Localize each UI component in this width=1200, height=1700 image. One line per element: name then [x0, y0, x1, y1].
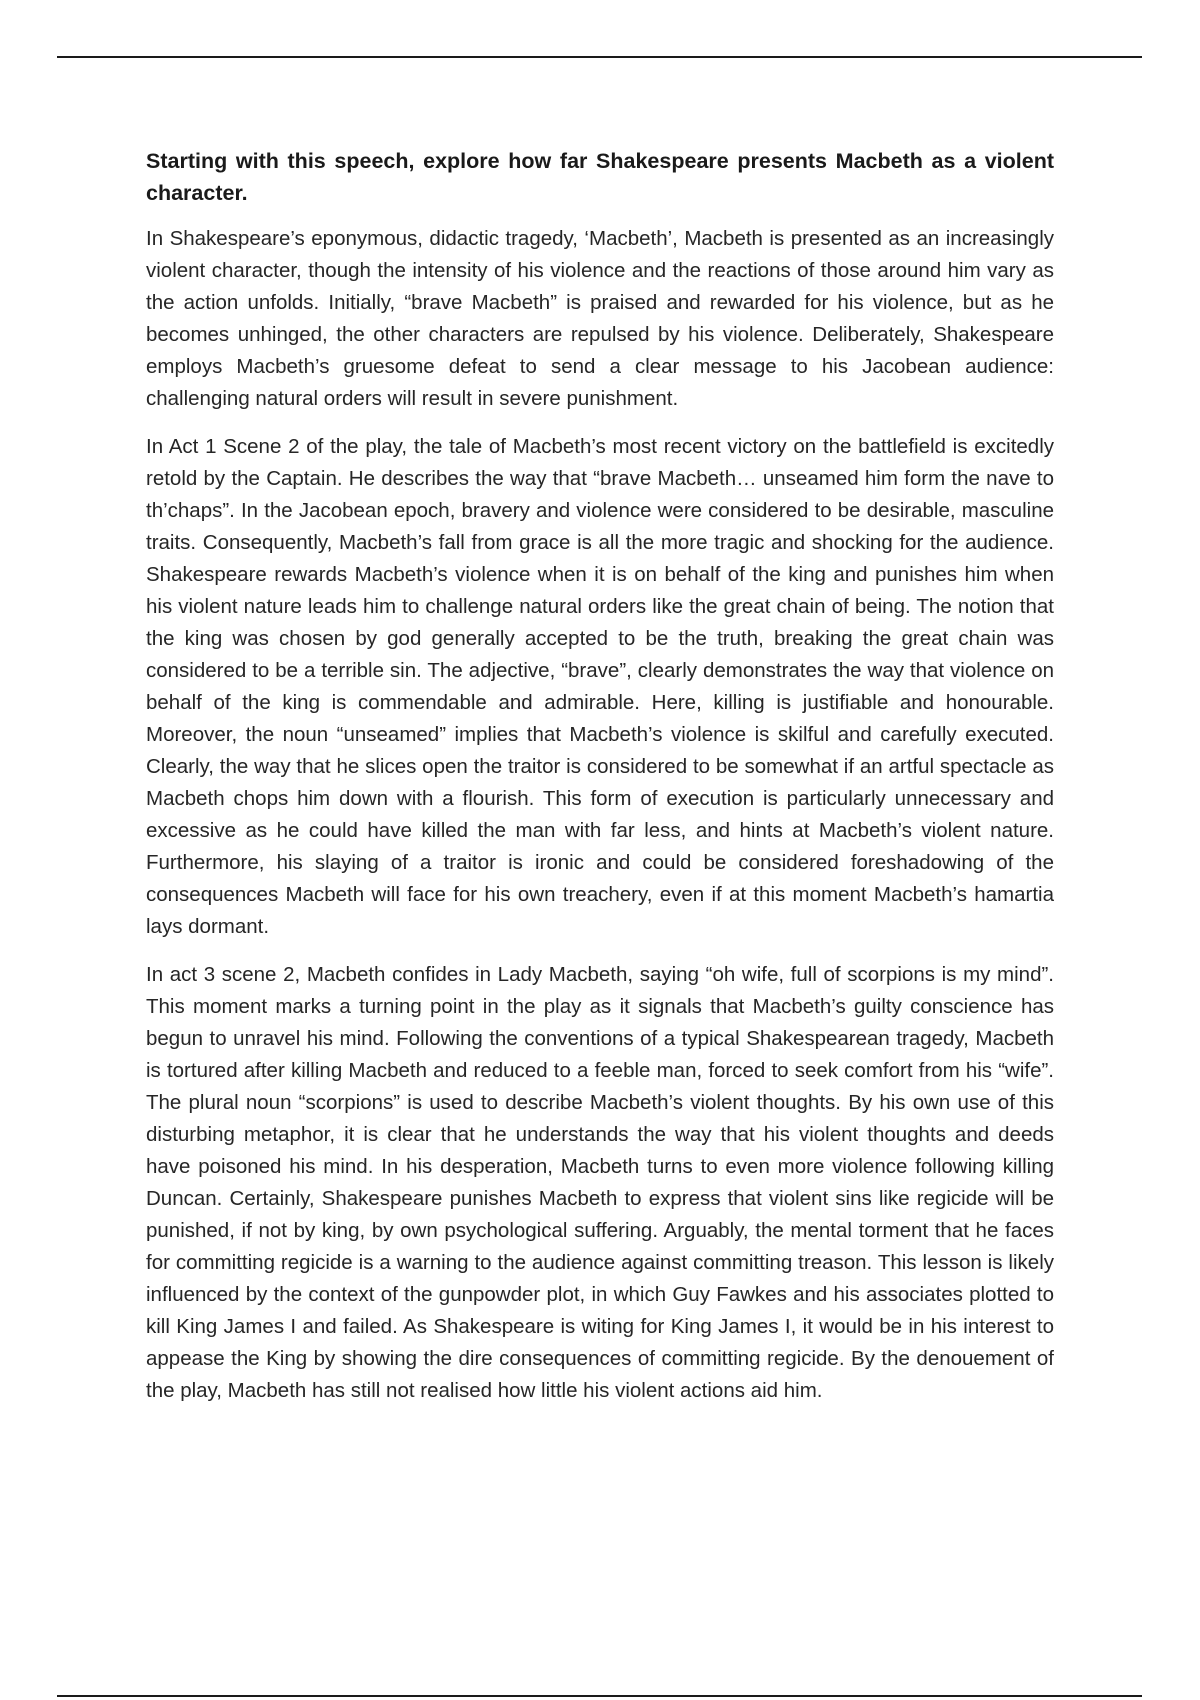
- essay-body: [146, 145, 1054, 1423]
- essay-question: Starting with this speech, explore how far Shakespeare presents Macbeth as a violent character.: [146, 149, 1054, 205]
- paragraph-introduction: In Shakespeare’s eponymous, didactic tragedy, ‘Macbeth’, Macbeth is presented as an increasingly violent character, though the intensity of his violence and the reactions of those around him vary as the action unfolds. Initially, “brave Macbeth” is praised and rewarded for his violence, but as he becomes unhinged, the other characters are repulsed by his violence. Deliberately, Shakespeare employs Macbeth’s gruesome defeat to send a clear message to his Jacobean audience: challenging natural orders will result in severe punishment.: [146, 227, 1054, 410]
- top-rule: [57, 56, 1142, 58]
- paragraph-act1-scene2: In Act 1 Scene 2 of the play, the tale of Macbeth’s most recent victory on the battlefield is excitedly retold by the Captain. He describes the way that “brave Macbeth… unseamed him form the nave to th’chaps”. In the Jacobean epoch, bravery and violence were considered to be desirable, masculine traits. Consequently, Macbeth’s fall from grace is all the more tragic and shocking for the audience. Shakespeare rewards Macbeth’s violence when it is on behalf of the king and punishes him when his violent nature leads him to challenge natural orders like the great chain of being. The notion that the king was chosen by god generally accepted to be the truth, breaking the great chain was considered to be a terrible sin. The adjective, “brave”, clearly demonstrates the way that violence on behalf of the king is commendable and admirable. Here, killing is justifiable and honourable. Moreover, the noun “unseamed” implies that Macbeth’s violence is skilful and carefully executed. Clearly, the way that he slices open the traitor is considered to be somewhat if an artful spectacle as Macbeth chops him down with a flourish. This form of execution is particularly unnecessary and excessive as he could have killed the man with far less, and hints at Macbeth’s violent nature. Furthermore, his slaying of a traitor is ironic and could be considered foreshadowing of the consequences Macbeth will face for his own treachery, even if at this moment Macbeth’s hamartia lays dormant.: [146, 435, 1054, 938]
- paragraph-act3-scene2: In act 3 scene 2, Macbeth confides in Lady Macbeth, saying “oh wife, full of scorpions is my mind”. This moment marks a turning point in the play as it signals that Macbeth’s guilty conscience has begun to unravel his mind. Following the conventions of a typical Shakespearean tragedy, Macbeth is tortured after killing Macbeth and reduced to a feeble man, forced to seek comfort from his “wife”. The plural noun “scorpions” is used to describe Macbeth’s violent thoughts. By his own use of this disturbing metaphor, it is clear that he understands the way that his violent thoughts and deeds have poisoned his mind. In his desperation, Macbeth turns to even more violence following killing Duncan. Certainly, Shakespeare punishes Macbeth to express that violent sins like regicide will be punished, if not by king, by own psychological suffering. Arguably, the mental torment that he faces for committing regicide is a warning to the audience against committing treason. This lesson is likely influenced by the context of the gunpowder plot, in which Guy Fawkes and his associates plotted to kill King James I and failed. As Shakespeare is witing for King James I, it would be in his interest to appease the King by showing the dire consequences of committing regicide. By the denouement of the play, Macbeth has still not realised how little his violent actions aid him.: [146, 963, 1054, 1402]
- bottom-rule: [57, 1695, 1142, 1697]
